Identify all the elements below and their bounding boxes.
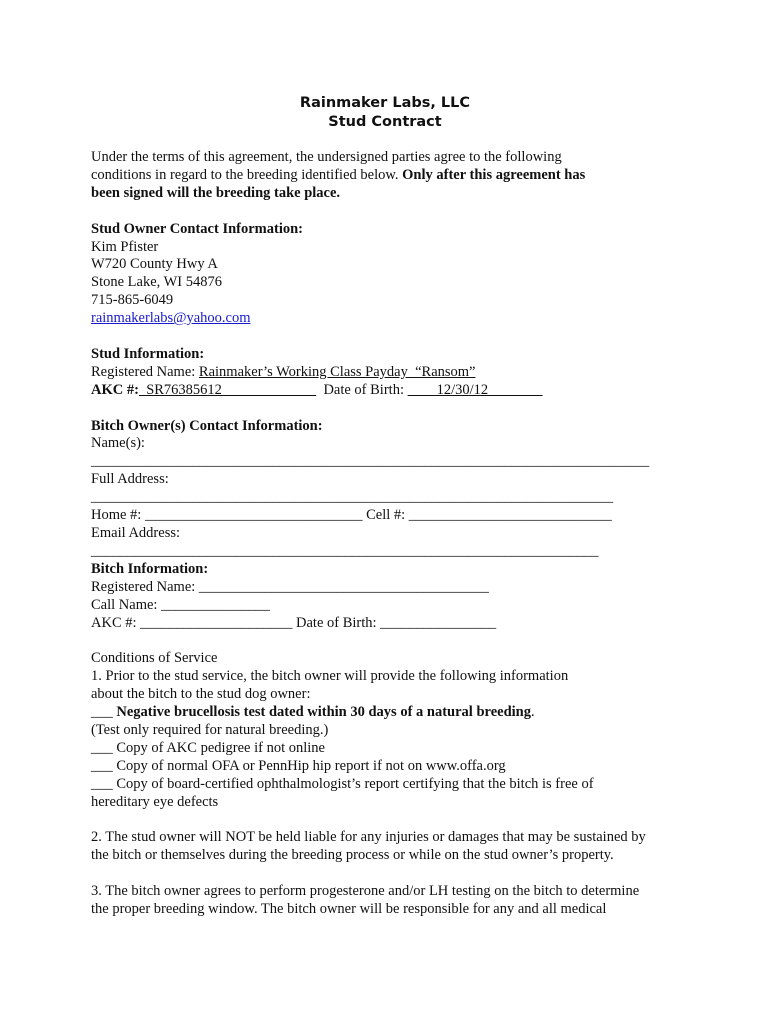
bitch-owner-email-label: Email Address:	[91, 524, 181, 541]
stud-akc-label: AKC #:	[91, 381, 139, 398]
document-header	[0, 94, 770, 132]
bitch-call-name-field[interactable]: Call Name: _______________	[91, 596, 270, 613]
stud-registered-name-row	[91, 364, 691, 382]
condition-2-line-2: the bitch or themselves during the breeding process or while on the stud owner’s property.	[91, 847, 614, 864]
bitch-akc-dob-fields[interactable]: AKC #: _____________________ Date of Birth: ________________	[91, 614, 497, 631]
checklist-item-brucellosis-note: (Test only required for natural breeding.)	[91, 721, 329, 738]
bitch-owner-email-field[interactable]: ______________________________________________________________________	[91, 542, 599, 559]
document-body	[91, 149, 691, 919]
bitch-owner-address-label: Full Address:	[91, 471, 169, 488]
checklist-item-brucellosis[interactable]: ___ Negative brucellosis test dated within 30 days of a natural breeding.	[91, 704, 535, 721]
stud-owner-street: W720 County Hwy A	[91, 256, 218, 273]
stud-akc-value: SR76385612	[138, 381, 317, 398]
conditions-heading: Conditions of Service	[91, 650, 218, 667]
stud-akc-row	[91, 382, 691, 400]
bitch-owner-phone-fields[interactable]: Home #: ______________________________ Cell #: ____________________________	[91, 507, 612, 524]
checklist-item-akc-pedigree[interactable]: ___ Copy of AKC pedigree if not online	[91, 739, 325, 756]
intro-line-2	[91, 167, 691, 185]
document-title: Stud Contract	[328, 114, 442, 130]
stud-info-heading: Stud Information:	[91, 345, 205, 362]
company-name: Rainmaker Labs, LLC	[299, 95, 471, 111]
condition-1-line-2: about the bitch to the stud dog owner:	[91, 686, 311, 703]
stud-owner-heading: Stud Owner Contact Information:	[91, 220, 303, 237]
stud-registered-name-label: Registered Name:	[91, 363, 199, 380]
checklist-item-eye-report[interactable]: ___ Copy of board-certified ophthalmologist’s report certifying that the bitch is free of	[91, 775, 594, 792]
intro-line-1: Under the terms of this agreement, the undersigned parties agree to the following	[91, 149, 562, 165]
stud-owner-email-link[interactable]: rainmakerlabs@yahoo.com	[91, 310, 251, 327]
stud-owner-phone: 715-865-6049	[91, 292, 174, 309]
stud-owner-name: Kim Pfister	[91, 238, 159, 255]
condition-1-line-1: 1. Prior to the stud service, the bitch owner will provide the following information	[91, 668, 569, 685]
intro-line-2-text: conditions in regard to the breeding identified below.	[91, 166, 403, 183]
stud-registered-name-value: Rainmaker’s Working Class Payday “Ransom”	[198, 363, 476, 380]
intro-emphasis: Only after this agreement has	[402, 166, 586, 183]
bitch-owner-address-field[interactable]: ________________________________________________________________________	[91, 489, 613, 506]
checklist-item-hip-report[interactable]: ___ Copy of normal OFA or PennHip hip report if not on www.offa.org	[91, 757, 506, 774]
checklist-item-eye-report-cont: hereditary eye defects	[91, 793, 219, 810]
condition-3-line-2: the proper breeding window. The bitch owner will be responsible for any and all medical	[91, 900, 607, 917]
condition-3-line-1: 3. The bitch owner agrees to perform progesterone and/or LH testing on the bitch to determine	[91, 883, 640, 900]
stud-dob-value: 12/30/12	[407, 381, 543, 398]
bitch-owner-names-field[interactable]: _____________________________________________________________________________	[91, 453, 650, 470]
stud-owner-city: Stone Lake, WI 54876	[91, 274, 223, 291]
bitch-owner-heading: Bitch Owner(s) Contact Information:	[91, 417, 323, 434]
bitch-registered-name-field[interactable]: Registered Name: ________________________________________	[91, 578, 489, 595]
condition-2-line-1: 2. The stud owner will NOT be held liable for any injuries or damages that may be sustained by	[91, 829, 646, 846]
checklist-blank: ___	[91, 704, 117, 721]
bitch-owner-names-label: Name(s):	[91, 435, 145, 452]
stud-dob-label: Date of Birth:	[316, 381, 408, 398]
checklist-item-brucellosis-text: Negative brucellosis test dated within 30 days of a natural breeding	[116, 704, 531, 721]
bitch-info-heading: Bitch Information:	[91, 560, 209, 577]
intro-line-3: been signed will the breeding take place.	[91, 184, 341, 201]
